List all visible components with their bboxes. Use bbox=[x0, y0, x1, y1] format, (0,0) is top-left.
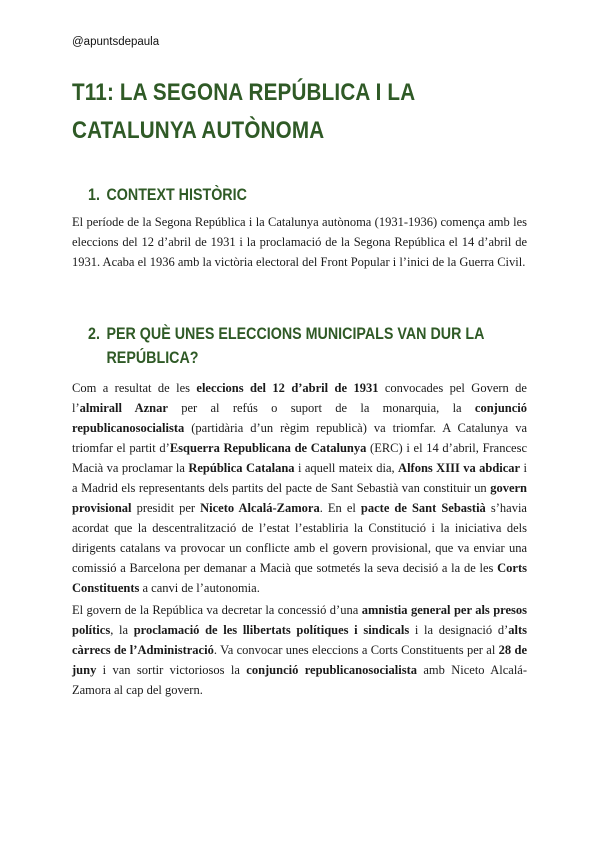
text-run: per al refús o suport de la monarquia, la bbox=[167, 401, 475, 415]
bold-run: govern provisional bbox=[72, 481, 527, 515]
paragraph-elections bbox=[72, 378, 527, 598]
page-title: T11: LA SEGONA REPÚBLICA I LA CATALUNYA AUTÒNOMA bbox=[72, 79, 415, 144]
text-run: , la bbox=[110, 623, 134, 637]
text-run: i aquell mateix dia, bbox=[294, 461, 399, 475]
bold-run: eleccions del 12 d’abril de 1931 bbox=[196, 381, 379, 395]
section-number: 1. bbox=[88, 185, 100, 204]
text-run: s’havia acordat que la descentralització de l’estat l’establiria la Constitució i la iniciativa dels dirigents catalans va provocar un conflicte amb el govern provisional, que va enviar una comissió a Barcelona per demanar a Macià que sotmetés la seva decisió a la de les bbox=[72, 501, 527, 575]
text-run: i a Madrid els representants dels partits del pacte de Sant Sebastià van constituir un bbox=[72, 461, 527, 495]
text-run: El govern de la República va decretar la concessió d’una bbox=[72, 603, 362, 617]
section-title-line2: REPÚBLICA? bbox=[106, 348, 199, 367]
text-run: i van sortir victoriosos la bbox=[96, 663, 247, 677]
section-number: 2. bbox=[88, 324, 100, 343]
bold-run: pacte de Sant Sebastià bbox=[360, 501, 486, 515]
bold-run: conjunció republicanosocialista bbox=[246, 663, 417, 677]
bold-run: 28 de juny bbox=[72, 643, 527, 677]
section-title-line1: PER QUÈ UNES ELECCIONS MUNICIPALS VAN DUR LA bbox=[106, 324, 485, 343]
bold-run: amnistia general per als presos polítics bbox=[72, 603, 528, 637]
text-run: convocades pel Govern de l’ bbox=[72, 381, 527, 415]
text-run: (ERC) i el 14 d’abril, Francesc Macià va proclamar la bbox=[72, 441, 527, 475]
bold-run: República Catalana bbox=[188, 461, 295, 475]
paragraph-government bbox=[72, 600, 527, 700]
bold-run: Esquerra Republicana de Catalunya bbox=[169, 441, 367, 455]
text-run: Com a resultat de les bbox=[72, 381, 197, 395]
paragraph-context bbox=[72, 212, 527, 272]
bold-run: conjunció republicanosocialista bbox=[72, 401, 527, 435]
section-heading-context bbox=[88, 183, 474, 207]
bold-run: Niceto Alcalá-Zamora bbox=[200, 501, 320, 515]
text-run: amb Niceto Alcalá-Zamora al cap del govern. bbox=[72, 663, 527, 697]
bold-run: almirall Aznar bbox=[79, 401, 168, 415]
bold-run: Corts Constituents bbox=[72, 561, 527, 595]
text-run: (partidària d’un règim republicà) va triomfar. A Catalunya va triomfar el partit d’ bbox=[72, 421, 527, 455]
text-run: El període de la Segona República i la Catalunya autònoma (1931-1936) comença amb les eleccions del 12 d’abril de 1931 i la proclamació de la Segona República el 14 d’abril de 1931. Acaba el 1936 amb la victòria electoral del Front Popular i l’inici de la Guerra Civil. bbox=[72, 215, 527, 269]
author-handle: @apuntsdepaula bbox=[72, 36, 160, 48]
text-run: a canvi de l’autonomia. bbox=[139, 581, 260, 595]
bold-run: Alfons XIII va abdicar bbox=[398, 461, 521, 475]
section-heading-elections bbox=[88, 322, 558, 370]
bold-run: alts càrrecs de l’Administració bbox=[72, 623, 527, 657]
bold-run: proclamació de les llibertats polítiques i sindicals bbox=[133, 623, 410, 637]
text-run: i la designació d’ bbox=[409, 623, 509, 637]
text-run: . En el bbox=[319, 501, 361, 515]
text-run: . Va convocar unes eleccions a Corts Constituents per al bbox=[213, 643, 499, 657]
section-title: CONTEXT HISTÒRIC bbox=[106, 185, 247, 204]
text-run: presidit per bbox=[131, 501, 201, 515]
